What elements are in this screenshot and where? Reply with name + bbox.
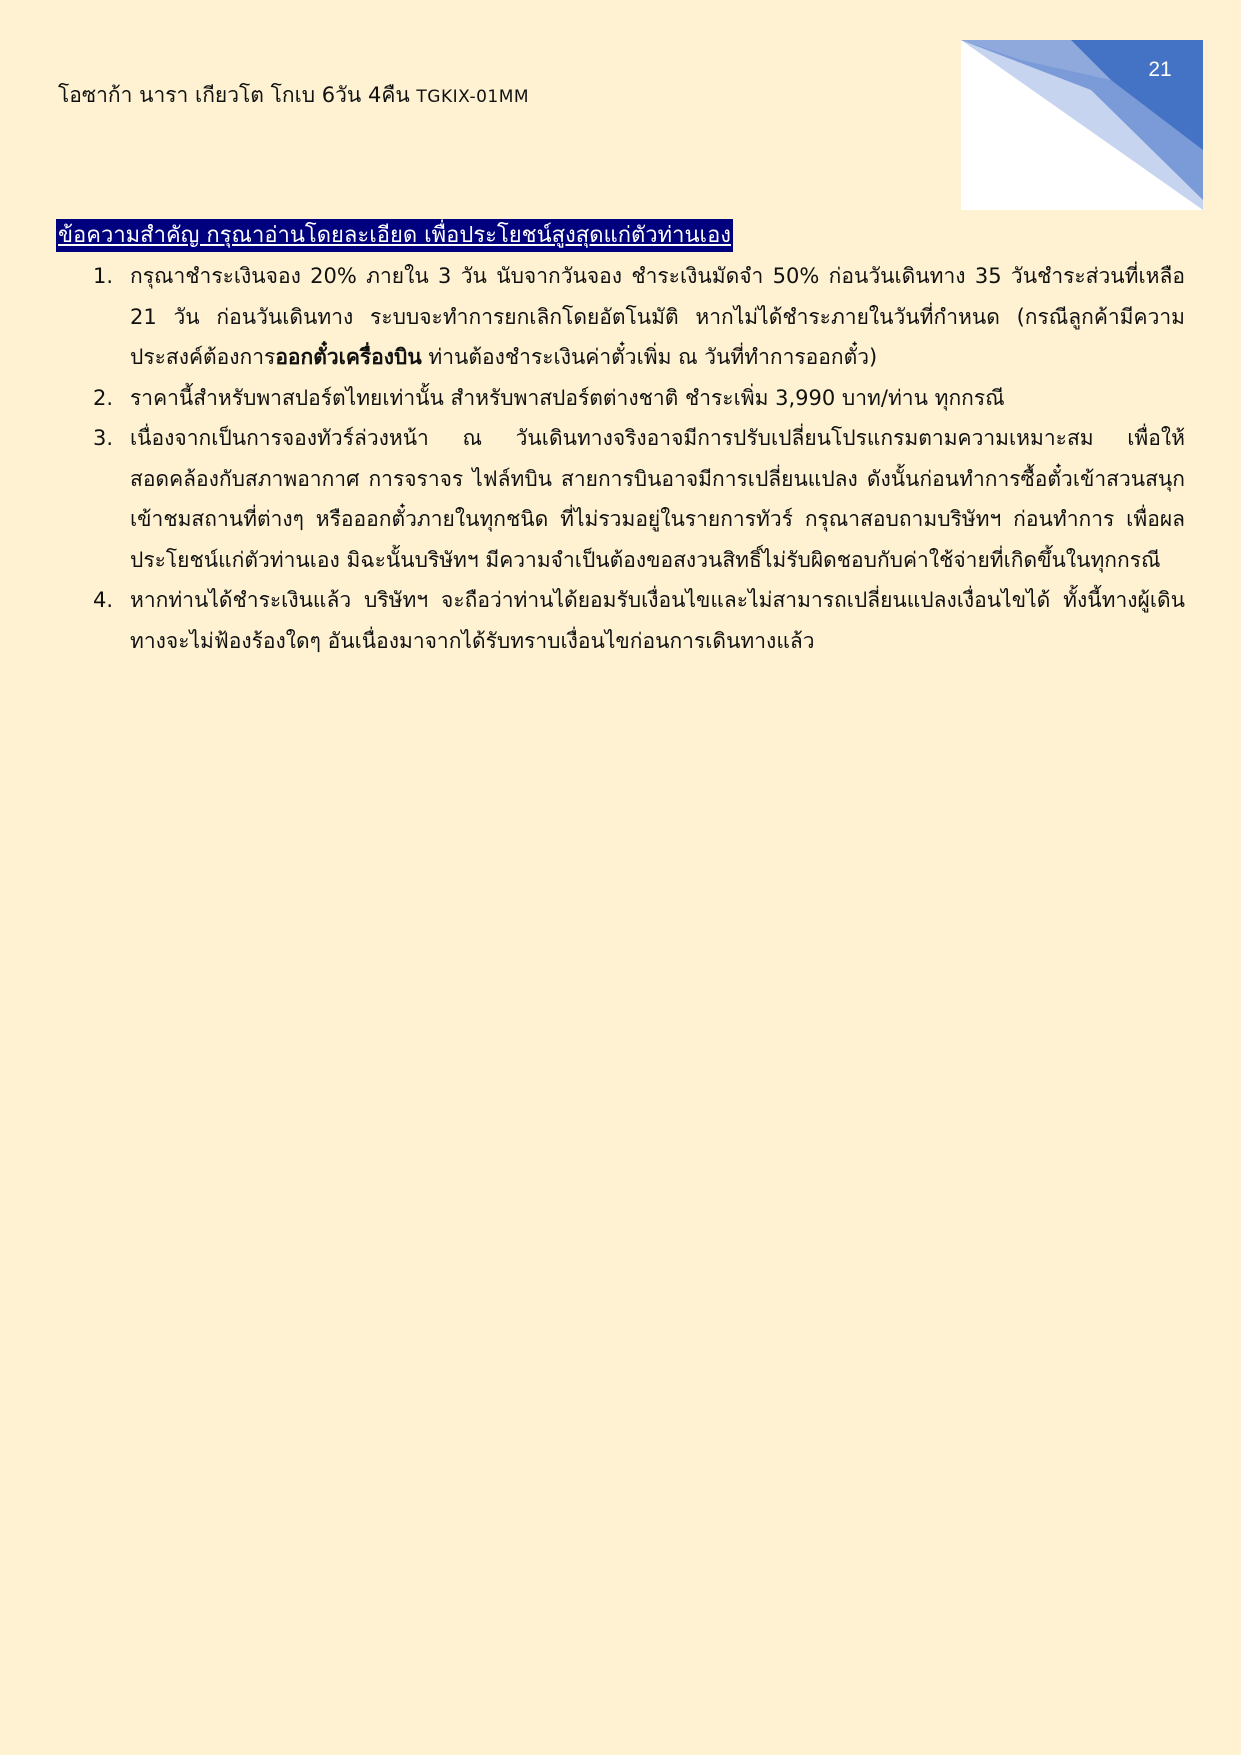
list-item	[90, 580, 1185, 661]
list-item	[90, 418, 1185, 580]
item-text	[130, 264, 1185, 369]
notice-list	[90, 256, 1185, 661]
item-number: 3.	[93, 426, 114, 450]
item-text: ราคานี้สำหรับพาสปอร์ตไทยเท่านั้น สำหรับพาสปอร์ตต่างชาติ ชำระเพิ่ม 3,990 บาท/ท่าน ทุกกรณี	[130, 385, 1005, 410]
notice-title: ข้อความสำคัญ กรุณาอ่านโดยละเอียด เพื่อประโยชน์สูงสุดแก่ตัวท่านเอง	[56, 219, 733, 252]
item-number: 1.	[93, 264, 114, 288]
item-text-bold: ออกตั๋วเครื่องบิน	[275, 345, 422, 369]
item-text: เนื่องจากเป็นการจองทัวร์ล่วงหน้า ณ วันเดินทางจริงอาจมีการปรับเปลี่ยนโปรแกรมตามความเหมาะสม เพื่อให้สอดคล้องกับสภาพอากาศ การจราจร ไฟล์ทบิน สายการบินอาจมีการเปลี่ยนแปลง ดังนั้นก่อนทำการซื้อตั๋วเข้าสวนสนุก เข้าชมสถานที่ต่างๆ หรือออกตั๋วภายในทุกชนิด ที่ไม่รวมอยู่ในรายการทัวร์ กรุณาสอบถามบริษัทฯ ก่อนทำการ เพื่อผลประโยชน์แก่ตัวท่านเอง มิฉะนั้นบริษัทฯ มีความจำเป็นต้องขอสงวนสิทธิ์ไม่รับผิดชอบกับค่าใช้จ่ายที่เกิดขึ้นในทุกกรณี	[130, 426, 1185, 572]
list-item	[90, 378, 1185, 419]
item-text: หากท่านได้ชำระเงินแล้ว บริษัทฯ จะถือว่าท่านได้ยอมรับเงื่อนไขและไม่สามารถเปลี่ยนแปลงเงื่อนไขได้ ทั้งนี้ทางผู้เดินทางจะไม่ฟ้องร้องใดๆ อันเนื่องมาจากได้รับทราบเงื่อนไขก่อนการเดินทางแล้ว	[130, 588, 1185, 653]
item-number: 2.	[93, 385, 114, 410]
item-text-part: กรุณาชำระเงินจอง 20% ภายใน 3 วัน นับจากวันจอง ชำระเงินมัดจำ 50% ก่อนวันเดินทาง 35 วันชำระส่วนที่เหลือ 21 วัน ก่อนวันเดินทาง ระบบจะทำการยกเลิกโดยอัตโนมัติ หากไม่ได้ชำระภายในวันที่กำหนด (กรณีลูกค้ามีความประสงค์ต้องการ	[130, 264, 1185, 369]
document-header	[58, 80, 529, 112]
item-text-part: ท่านต้องชำระเงินค่าตั๋วเพิ่ม ณ วันที่ทำการออกตั๋ว)	[421, 345, 878, 369]
item-number: 4.	[93, 588, 114, 612]
list-item	[90, 256, 1185, 378]
tour-title: โอซาก้า นารา เกียวโต โกเบ 6วัน 4คืน	[58, 83, 410, 107]
tour-code: TGKIX-01MM	[416, 87, 530, 107]
page-number: 21	[1148, 58, 1172, 81]
